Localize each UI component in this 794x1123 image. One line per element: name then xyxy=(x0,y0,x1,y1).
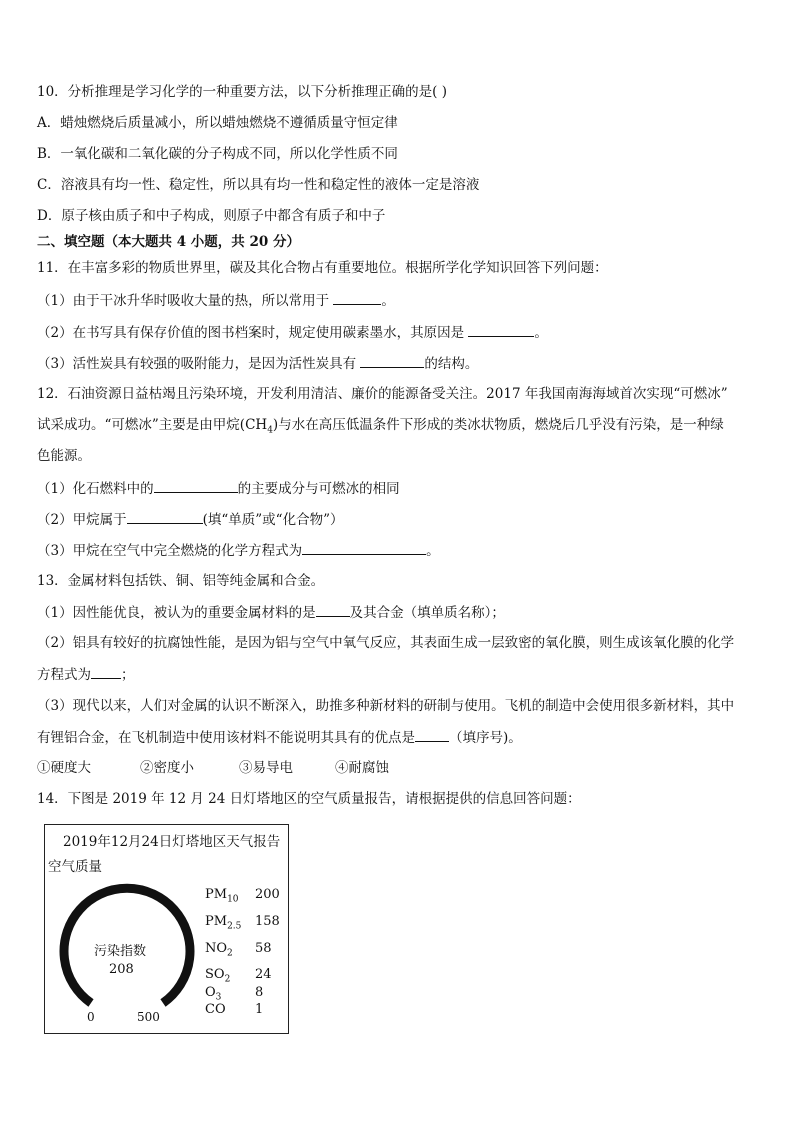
q13-stem: 13．金属材料包括铁、铜、铝等纯金属和合金。 xyxy=(37,573,325,589)
pollutant-name: SO xyxy=(205,967,225,982)
figure-subtitle: 空气质量 xyxy=(48,859,102,875)
q13-choice-2: ②密度小 xyxy=(140,760,194,776)
pollutant-value: 158 xyxy=(255,914,280,929)
q12-line-2a: 试采成功。“可燃冰”主要是由甲烷(CH xyxy=(37,417,268,433)
pollutant-name: NO xyxy=(205,941,228,956)
q13-part2-line-1: （2）铝具有较好的抗腐蚀性能，是因为铝与空气中氧气反应，其表面生成一层致密的氧化膜，则生成该氧化膜的化学 xyxy=(37,635,735,651)
pollutant-value: 24 xyxy=(255,967,272,982)
q13-choice-4: ④耐腐蚀 xyxy=(335,760,389,776)
q11-part2 xyxy=(37,322,548,343)
q13-part3-end: （填序号)。 xyxy=(449,730,522,746)
q10-option-a: A．蜡烛燃烧后质量减小，所以蜡烛燃烧不遵循质量守恒定律 xyxy=(37,115,398,131)
pollutant-row xyxy=(205,887,280,905)
q11-blank-1[interactable] xyxy=(333,290,381,305)
pollutant-sub: 10 xyxy=(227,894,239,905)
q12-part1 xyxy=(37,478,400,499)
figure-title: 2019年12月24日灯塔地区天气报告 xyxy=(63,834,281,850)
pollutant-row xyxy=(205,1002,264,1020)
q10-option-c: C．溶液具有均一性、稳定性，所以具有均一性和稳定性的液体一定是溶液 xyxy=(37,177,480,193)
q12-part2 xyxy=(37,509,343,530)
gauge-label: 污染指数 xyxy=(94,944,147,959)
q11-blank-3[interactable] xyxy=(360,353,424,368)
pollutant-sub: 3 xyxy=(215,992,222,1003)
q13-part3-text: 有锂铝合金，在飞机制造中使用该材料不能说明其具有的优点是 xyxy=(37,730,415,746)
gauge-min-label: 0 xyxy=(87,1010,95,1024)
q11-part2-end: 。 xyxy=(534,325,548,341)
q11-part1 xyxy=(37,290,395,311)
q12-part3-text: （3）甲烷在空气中完全燃烧的化学方程式为 xyxy=(37,543,303,559)
q13-blank-3[interactable] xyxy=(415,727,449,742)
q13-part2-line-2 xyxy=(37,664,135,685)
q10-stem: 10．分析推理是学习化学的一种重要方法，以下分析推理正确的是( ) xyxy=(37,84,448,100)
q11-part3 xyxy=(37,353,478,374)
q12-line-3: 色能源。 xyxy=(37,448,91,464)
pollutant-value: 200 xyxy=(255,887,280,902)
q11-stem: 11．在丰富多彩的物质世界里，碳及其化合物占有重要地位。根据所学化学知识回答下列问题： xyxy=(37,260,608,276)
q10-option-b: B．一氧化碳和二氧化碳的分子构成不同，所以化学性质不同 xyxy=(37,146,398,162)
pollutant-row xyxy=(205,985,264,1003)
q11-part2-text: （2）在书写具有保存价值的图书档案时，规定使用碳素墨水，其原因是 xyxy=(37,325,469,341)
q12-part3-end: 。 xyxy=(426,543,440,559)
q13-part1-text: （1）因性能优良，被认为的重要金属材料的是 xyxy=(37,605,316,621)
q12-part3 xyxy=(37,540,440,561)
gauge-max-label: 500 xyxy=(137,1010,160,1024)
pollutant-name: PM xyxy=(205,887,228,902)
q13-choice-1: ①硬度大 xyxy=(37,760,91,776)
q13-part3-line-1: （3）现代以来，人们对金属的认识不断深入，助推多种新材料的研制与使用。飞机的制造中会使用很多新材料，其中 xyxy=(37,698,735,714)
q12-blank-1[interactable] xyxy=(154,478,238,493)
q12-part1-end: 的主要成分与可燃冰的相同 xyxy=(237,481,400,497)
pollutant-sub: 2 xyxy=(227,948,233,959)
q11-part1-end: 。 xyxy=(381,293,395,309)
q11-part3-text: （3）活性炭具有较强的吸附能力，是因为活性炭具有 xyxy=(37,356,361,372)
pollutant-sub: 2 xyxy=(224,974,231,985)
air-quality-report-figure xyxy=(44,824,289,1034)
q12-line-2b: )与水在高压低温条件下形成的类冰状物质，燃烧后几乎没有污染，是一种绿 xyxy=(272,417,724,433)
q13-part2-end: ； xyxy=(121,667,135,683)
pollutant-name: O xyxy=(205,985,216,1000)
q13-part2-text: 方程式为 xyxy=(37,667,91,683)
q12-line-2 xyxy=(37,415,724,441)
pollutant-value: 1 xyxy=(255,1002,264,1017)
gauge-value: 208 xyxy=(109,962,134,977)
q12-part2-end: (填“单质”或“化合物”） xyxy=(202,512,344,528)
q13-part1 xyxy=(37,602,505,623)
q12-line-1: 12．石油资源日益枯竭且污染环境，开发利用清洁、廉价的能源备受关注。2017 年我国南海海域首次实现“可燃冰” xyxy=(37,386,728,402)
pollutant-sub: 2.5 xyxy=(227,921,242,932)
q11-part1-text: （1）由于干冰升华时吸收大量的热，所以常用于 xyxy=(37,293,334,309)
q13-choice-3: ③易导电 xyxy=(239,760,293,776)
pollutant-row xyxy=(205,941,272,959)
q13-blank-1[interactable] xyxy=(316,602,350,617)
q14-stem: 14．下图是 2019 年 12 月 24 日灯塔地区的空气质量报告，请根据提供的信息回答问题： xyxy=(37,791,581,807)
q12-part1-text: （1）化石燃料中的 xyxy=(37,481,154,497)
q12-part2-text: （2）甲烷属于 xyxy=(37,512,127,528)
q13-blank-2[interactable] xyxy=(91,664,121,679)
pollutant-value: 58 xyxy=(255,941,272,956)
q10-option-d: D．原子核由质子和中子构成，则原子中都含有质子和中子 xyxy=(37,208,386,224)
pollutant-name: PM xyxy=(205,914,228,929)
pollutant-row xyxy=(205,967,272,985)
q11-part3-end: 的结构。 xyxy=(424,356,479,372)
q13-part3-line-2 xyxy=(37,727,522,748)
pollutant-name: CO xyxy=(205,1002,226,1017)
q12-line-2-sub: 4 xyxy=(267,425,273,436)
q12-blank-3[interactable] xyxy=(302,540,426,555)
q13-part1-end: 及其合金（填单质名称）； xyxy=(349,605,505,621)
pollutant-row xyxy=(205,914,280,932)
q11-blank-2[interactable] xyxy=(468,322,534,337)
q12-blank-2[interactable] xyxy=(127,509,203,524)
pollutant-value: 8 xyxy=(255,985,264,1000)
section-title: 二、填空题（本大题共 4 小题，共 20 分） xyxy=(37,234,300,250)
q13-choices xyxy=(37,758,389,778)
